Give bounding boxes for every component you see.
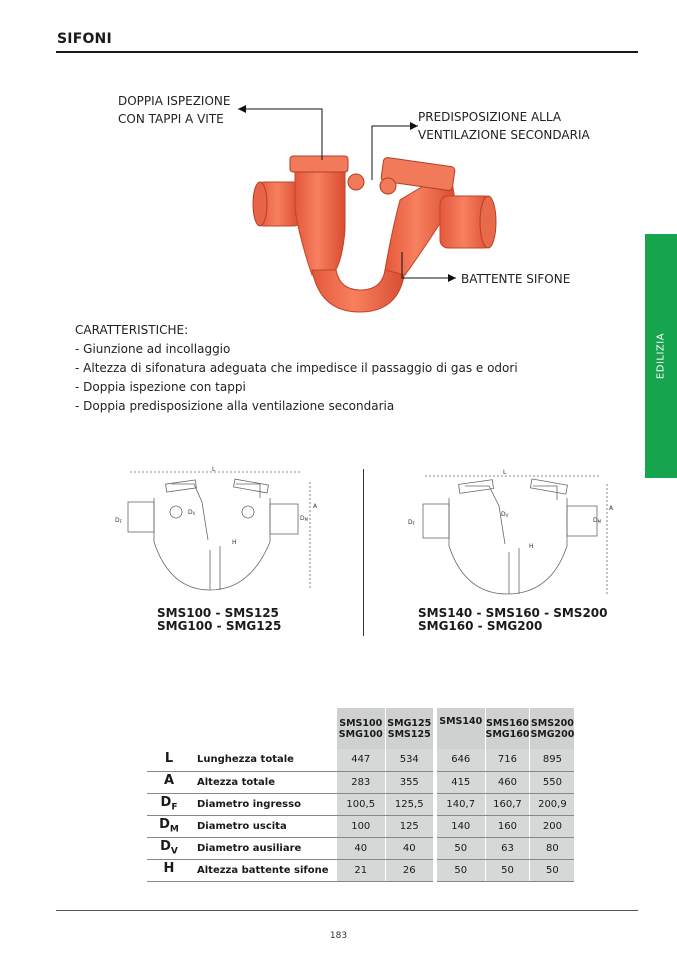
- section-tab-label: EDILIZIA: [655, 332, 667, 380]
- table-cell: 160: [485, 815, 530, 837]
- column-header: SMS160 SMG160: [485, 708, 530, 749]
- table-cell: 534: [385, 749, 433, 771]
- table-cell: 50: [530, 859, 574, 881]
- table-cell: 716: [485, 749, 530, 771]
- drawing-left: [110, 462, 340, 602]
- table-cell: 355: [385, 771, 433, 793]
- features-heading: CARATTERISTICHE:: [75, 323, 189, 337]
- table-row: [147, 815, 574, 837]
- table-cell: 26: [385, 859, 433, 881]
- left-vent-port: [348, 174, 364, 190]
- page-title: SIFONI: [57, 31, 112, 47]
- left-inspection-cap: [290, 156, 348, 172]
- table-cell: 200: [530, 815, 574, 837]
- dim-DF: DF: [408, 519, 415, 526]
- callout-ventilation: PREDISPOSIZIONE ALLA VENTILAZIONE SECONDARIA: [418, 110, 590, 142]
- dim-H: H: [529, 543, 534, 550]
- table-cell: 80: [530, 837, 574, 859]
- row-symbol: A: [147, 771, 191, 793]
- row-symbol: L: [147, 749, 191, 771]
- table-cell: 40: [385, 837, 433, 859]
- spec-table: [147, 708, 574, 882]
- dim-H: H: [232, 539, 237, 546]
- row-description: Diametro uscita: [191, 815, 337, 837]
- right-vent-port: [380, 178, 396, 194]
- table-cell: 100: [337, 815, 385, 837]
- table-cell: 447: [337, 749, 385, 771]
- row-description: Diametro ingresso: [191, 793, 337, 815]
- feature-item: - Giunzione ad incollaggio: [75, 342, 231, 356]
- trap-bend: [312, 270, 405, 312]
- table-cell: 125: [385, 815, 433, 837]
- table-cell: 550: [530, 771, 574, 793]
- dim-L: L: [503, 469, 507, 476]
- table-header-row: [147, 708, 574, 749]
- table-cell: 21: [337, 859, 385, 881]
- row-symbol: $D_V$: [147, 837, 191, 859]
- page-number: 183: [329, 931, 348, 941]
- table-cell: 50: [437, 859, 485, 881]
- table-cell: 283: [337, 771, 385, 793]
- caption-left: SMS100 - SMS125 SMG100 - SMG125: [157, 606, 282, 633]
- column-header: SMS100 SMG100: [337, 708, 385, 749]
- table-cell: 63: [485, 837, 530, 859]
- dim-DF: DF: [115, 517, 122, 524]
- footer-rule: [56, 910, 638, 911]
- table-cell: 140: [437, 815, 485, 837]
- dim-DM: DM: [593, 517, 602, 524]
- table-row: [147, 793, 574, 815]
- caption-right: SMS140 - SMS160 - SMS200 SMG160 - SMG200: [418, 606, 608, 633]
- table-cell: 40: [337, 837, 385, 859]
- table-cell: 50: [437, 837, 485, 859]
- features-list: [75, 321, 518, 416]
- drawing-right: [405, 466, 635, 606]
- column-header: SMS140: [437, 708, 485, 749]
- feature-item: - Doppia predisposizione alla ventilazione secondaria: [75, 399, 395, 413]
- dim-DM: DM: [300, 515, 309, 522]
- dim-DV: DV: [188, 509, 196, 516]
- table-row: [147, 859, 574, 881]
- feature-item: - Altezza di sifonatura adeguata che impedisce il passaggio di gas e odori: [75, 361, 518, 375]
- table-cell: 895: [530, 749, 574, 771]
- section-tab[interactable]: [645, 234, 677, 478]
- title-rule: [56, 51, 638, 53]
- table-row: [147, 771, 574, 793]
- table-cell: 160,7: [485, 793, 530, 815]
- table-cell: 140,7: [437, 793, 485, 815]
- column-header: SMS200 SMG200: [530, 708, 574, 749]
- table-cell: 415: [437, 771, 485, 793]
- column-header: SMG125 SMS125: [385, 708, 433, 749]
- dim-A: A: [313, 503, 318, 510]
- row-symbol: $D_F$: [147, 793, 191, 815]
- table-row: [147, 837, 574, 859]
- row-symbol: $D_M$: [147, 815, 191, 837]
- table-cell: 200,9: [530, 793, 574, 815]
- callout-trap: BATTENTE SIFONE: [461, 272, 571, 286]
- row-description: Diametro ausiliare: [191, 837, 337, 859]
- left-riser: [295, 170, 345, 275]
- table-cell: 100,5: [337, 793, 385, 815]
- table-cell: 460: [485, 771, 530, 793]
- row-symbol: H: [147, 859, 191, 881]
- row-description: Altezza totale: [191, 771, 337, 793]
- row-description: Altezza battente sifone: [191, 859, 337, 881]
- row-description: Lunghezza totale: [191, 749, 337, 771]
- feature-item: - Doppia ispezione con tappi: [75, 380, 246, 394]
- table-cell: 125,5: [385, 793, 433, 815]
- table-cell: 50: [485, 859, 530, 881]
- drawing-separator: [363, 469, 364, 636]
- table-row: [147, 749, 574, 771]
- dim-A: A: [609, 505, 614, 512]
- dim-DV: DV: [501, 511, 509, 518]
- table-cell: 646: [437, 749, 485, 771]
- callout-inspection: DOPPIA ISPEZIONE CON TAPPI A VITE: [118, 94, 231, 126]
- dim-L: L: [212, 466, 216, 473]
